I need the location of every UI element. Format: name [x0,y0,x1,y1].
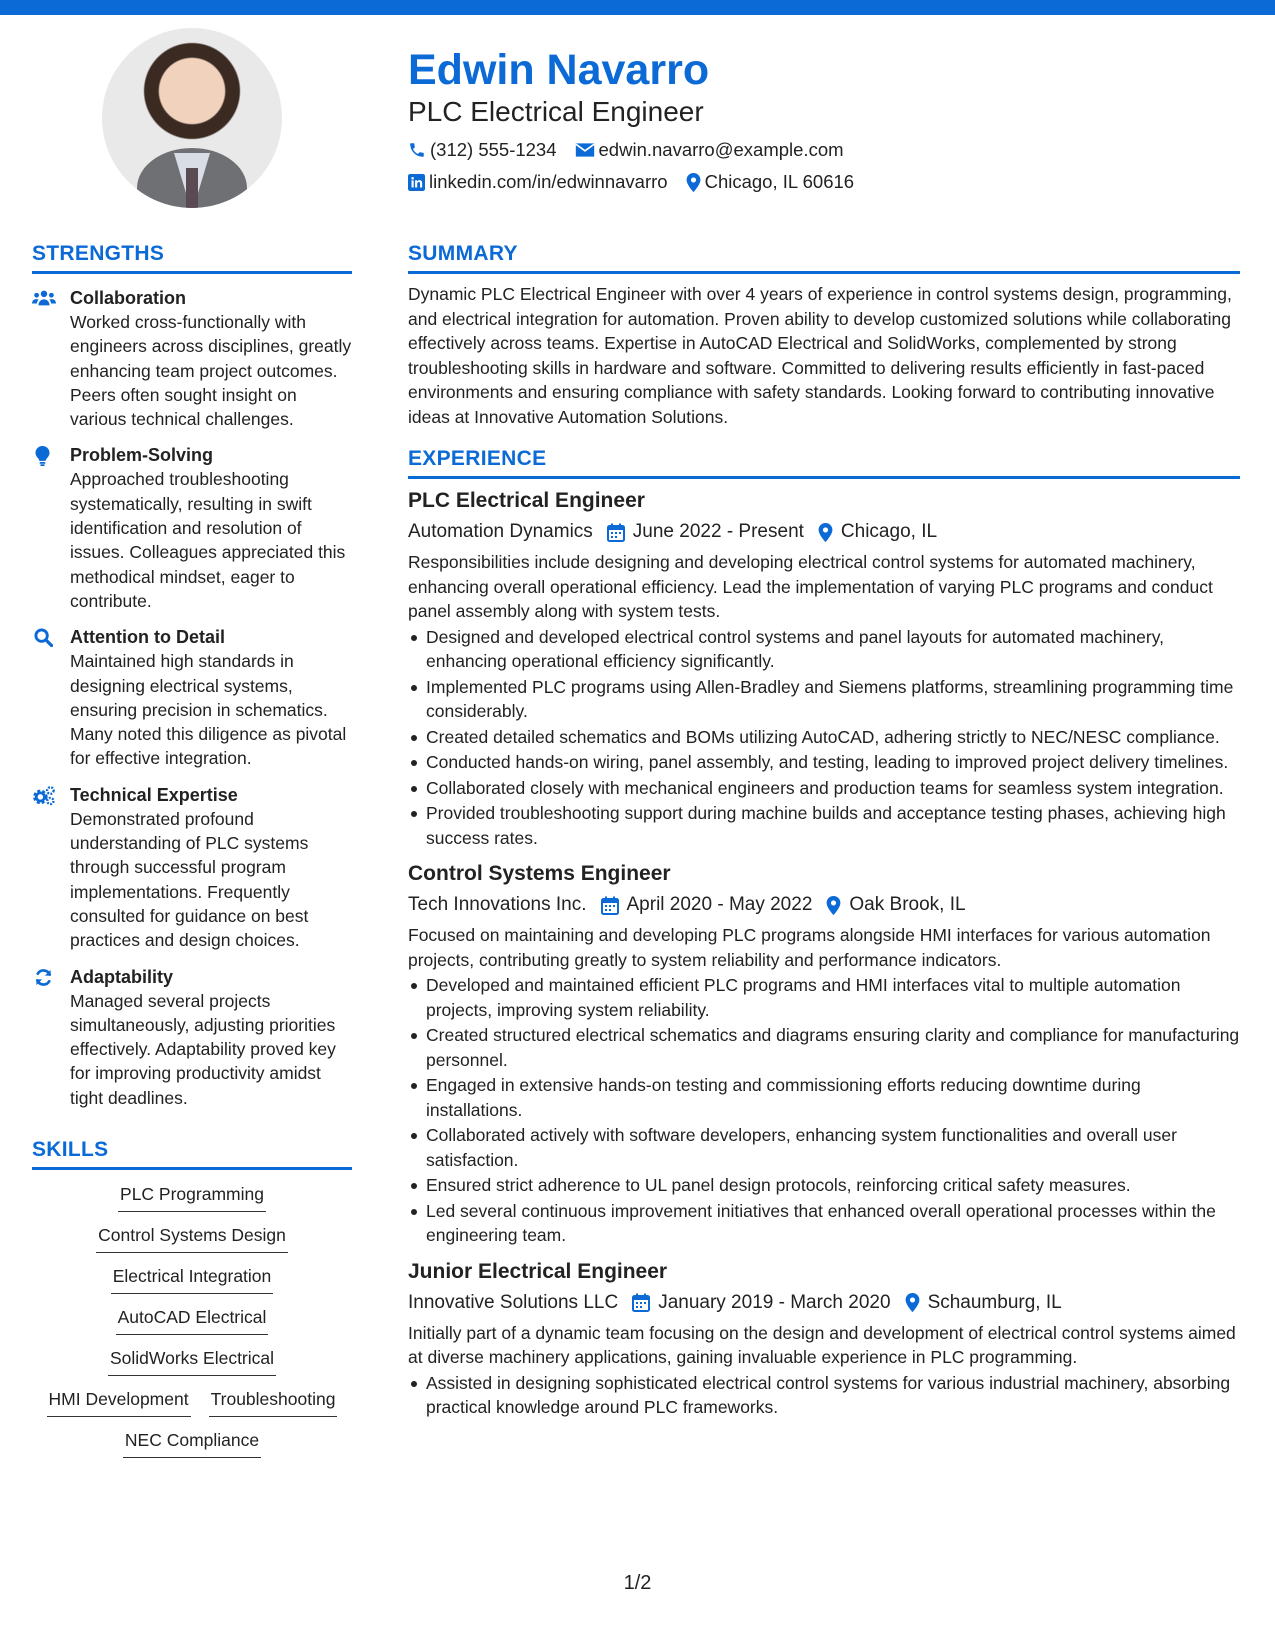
list-item: Created detailed schematics and BOMs utilizing AutoCAD, adhering strictly to NEC/NESC compliance. [408,725,1240,750]
right-column [408,240,1240,1421]
skill-tag: NEC Compliance [123,1428,261,1458]
phone-text: (312) 555-1234 [430,139,557,160]
summary-text: Dynamic PLC Electrical Engineer with over 4 years of experience in control systems design, programming, and electrical integration for automation. Proven ability to develop customized solutions while collaborating effectively across teams. Expertise in AutoCAD Electrical and SolidWorks, complemented by strong troubleshooting skills in hardware and software. Committed to delivering results efficiently in fast-paced environments and ensuring compliance with safety standards. Looking forward to contributing innovative ideas at Innovative Automation Solutions. [408,284,1232,427]
job-location: Chicago, IL [840,521,938,542]
skills-heading: SKILLS [32,1136,352,1170]
candidate-title: PLC Electrical Engineer [408,96,704,127]
job-entry [408,1258,1240,1420]
job-company: Innovative Solutions LLC [408,1291,619,1313]
list-item: Implemented PLC programs using Allen-Bradley and Siemens platforms, streamlining programming time considerably. [408,675,1240,724]
list-item: Collaborated closely with mechanical engineers and production teams for seamless system integration. [408,776,1240,801]
strength-text: Worked cross-functionally with engineers across disciplines, greatly enhancing team project outcomes. Peers often sought insight on various technical challenges. [70,312,352,430]
list-item: Created structured electrical schematics and diagrams ensuring clarity and compliance for manufacturing personnel. [408,1023,1240,1072]
strength-item [32,783,352,953]
list-item: Ensured strict adherence to UL panel design protocols, reinforcing critical safety measures. [408,1173,1240,1198]
calendar-icon [632,1293,650,1312]
job-company: Tech Innovations Inc. [408,894,587,915]
job-company: Automation Dynamics [408,521,593,542]
job-meta [408,891,1240,919]
list-item: Engaged in extensive hands-on testing and commissioning efforts reducing downtime during installations. [408,1073,1240,1122]
strength-item [32,625,352,770]
job-title: Control Systems Engineer [408,862,671,885]
resume-header [408,44,1248,198]
job-bullets [408,1371,1240,1420]
calendar-icon [607,523,625,542]
linkedin-contact[interactable] [408,171,668,193]
job-entry [408,487,1240,850]
strength-text: Maintained high standards in designing electrical systems, ensuring precision in schematics. Many noted this diligence as pivotal for effective integration. [70,651,347,769]
strength-item [32,965,352,1110]
summary-heading: SUMMARY [408,240,1240,274]
lightbulb-icon [35,446,50,466]
strength-text: Demonstrated profound understanding of PLC systems through successful program implementations. Frequently consulted for guidance on best practices and design choices. [70,808,309,951]
page-number: 1/2 [623,1572,652,1594]
list-item: Provided troubleshooting support during machine builds and acceptance testing phases, achieving high success rates. [408,801,1240,850]
job-description: Responsibilities include designing and developing electrical control systems for automated machinery, enhancing overall operational efficiency. Lead the implementation of varying PLC programs and conduct panel assembly along with system tests. [408,552,1213,621]
job-dates: April 2020 - May 2022 [626,894,813,915]
skill-tag: AutoCAD Electrical [116,1305,269,1335]
location-contact [686,171,854,193]
strength-title: Adaptability [70,966,174,987]
contact-row-2 [408,166,1248,198]
list-item: Led several continuous improvement initiatives that enhanced overall operational processes within the engineering team. [408,1199,1240,1248]
candidate-name: Edwin Navarro [408,46,710,94]
strengths-heading: STRENGTHS [32,240,352,274]
map-pin-icon [826,896,841,915]
users-icon [32,289,56,307]
job-location: Oak Brook, IL [849,894,966,915]
envelope-icon [575,142,595,158]
list-item: Assisted in designing sophisticated electrical control systems for various industrial machinery, absorbing practical knowledge around PLC frameworks. [408,1371,1240,1420]
strength-title: Technical Expertise [70,784,238,805]
job-title: Junior Electrical Engineer [408,1259,668,1283]
linkedin-icon [408,174,425,191]
skill-tag: SolidWorks Electrical [108,1346,276,1376]
job-bullets [408,973,1240,1248]
skills-list [32,1182,352,1458]
contact-row-1 [408,134,1248,166]
strength-text: Approached troubleshooting systematically, resulting in swift identification and resolution of issues. Colleagues appreciated this methodical mindset, eager to contribute. [70,469,346,611]
gears-icon [32,786,56,806]
strength-item [32,443,352,613]
phone-contact[interactable] [408,139,557,161]
skill-tag: Control Systems Design [96,1223,288,1253]
job-description: Focused on maintaining and developing PLC programs alongside HMI interfaces for various automation projects, contributing greatly to system reliability and performance indicators. [408,925,1211,970]
job-bullets [408,625,1240,851]
experience-heading: EXPERIENCE [408,445,1240,479]
email-text: edwin.navarro@example.com [598,139,844,160]
list-item: Collaborated actively with software developers, enhancing system functionalities and overall user satisfaction. [408,1123,1240,1172]
map-pin-icon [686,173,701,192]
list-item: Conducted hands-on wiring, panel assembly, and testing, leading to improved project delivery timelines. [408,750,1240,775]
calendar-icon [601,896,619,915]
map-pin-icon [905,1293,920,1312]
map-pin-icon [818,523,833,542]
skill-tag: Troubleshooting [209,1387,338,1417]
job-dates: January 2019 - March 2020 [658,1291,891,1313]
search-icon [34,628,53,647]
job-description: Initially part of a dynamic team focusing on the design and development of electrical control systems aimed at diverse machinery applications, gaining invaluable experience in PLC programming. [408,1322,1236,1367]
sync-icon [34,968,53,987]
strength-item [32,286,352,431]
job-dates: June 2022 - Present [632,521,804,542]
linkedin-text: linkedin.com/in/edwinnavarro [429,171,668,192]
skill-tag: Electrical Integration [111,1264,274,1294]
profile-photo [102,28,282,208]
strength-title: Attention to Detail [70,627,225,648]
strength-text: Managed several projects simultaneously, adjusting priorities effectively. Adaptability proved key for improving productivity amidst tight deadlines. [70,990,336,1108]
strength-title: Problem-Solving [70,445,214,466]
job-location: Schaumburg, IL [927,1291,1062,1313]
strength-title: Collaboration [70,288,186,308]
email-contact[interactable] [575,139,844,161]
job-meta [408,1289,1240,1317]
list-item: Designed and developed electrical control systems and panel layouts for automated machinery, enhancing operational efficiency significantly. [408,625,1240,674]
list-item: Developed and maintained efficient PLC programs and HMI interfaces vital to multiple automation projects, improving system reliability. [408,973,1240,1022]
job-meta [408,518,1240,546]
phone-icon [408,141,426,159]
location-text: Chicago, IL 60616 [704,171,855,192]
job-title: PLC Electrical Engineer [408,489,645,512]
left-column [32,240,352,1469]
skill-tag: HMI Development [47,1387,191,1417]
job-entry [408,860,1240,1248]
top-accent-bar [0,0,1275,15]
skill-tag: PLC Programming [118,1182,266,1212]
photo-tie [186,168,198,208]
